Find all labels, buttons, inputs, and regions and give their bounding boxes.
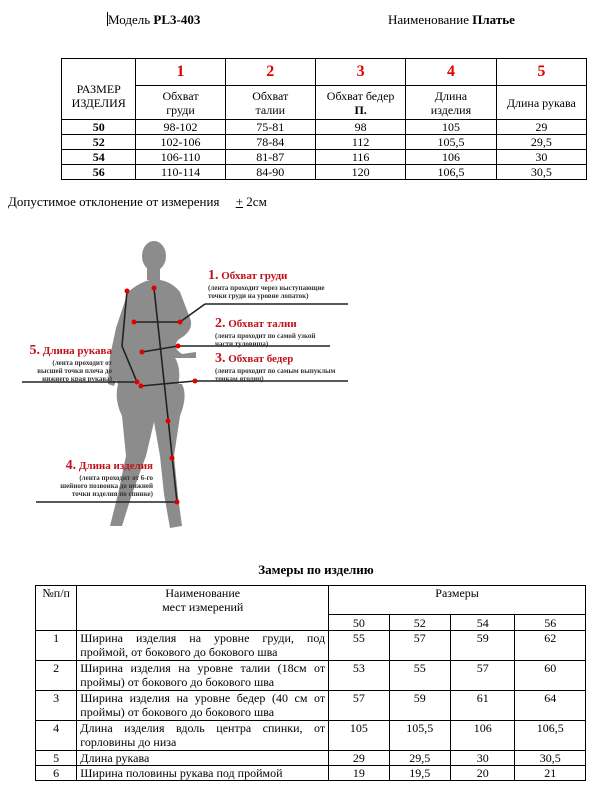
value-cell: 29: [329, 751, 389, 766]
value-cell: 29: [496, 120, 586, 135]
size-header-cell: 52: [389, 615, 450, 631]
col-label-suffix: П.: [354, 102, 367, 117]
size-table: [61, 58, 587, 180]
marker-dot: [166, 419, 171, 424]
value-cell: 75-81: [225, 120, 315, 135]
value-cell: 61: [451, 691, 515, 721]
value-cell: 30: [496, 150, 586, 165]
size-header-cell: 54: [451, 615, 515, 631]
value-cell: 106: [451, 721, 515, 751]
model-line: [107, 12, 200, 28]
value-cell: 57: [451, 661, 515, 691]
label-title: Обхват груди: [221, 270, 288, 282]
label-note: точкам ягодиц): [215, 375, 264, 383]
value-cell: 30: [451, 751, 515, 766]
tolerance-label: Допустимое отклонение от измерения: [8, 194, 220, 209]
value-cell: 64: [515, 691, 586, 721]
row-number: 4: [36, 721, 77, 751]
model-value: PL3-403: [153, 12, 201, 27]
size-header: РАЗМЕР ИЗДЕЛИЯ: [62, 59, 136, 120]
figure-label-waist: [215, 316, 315, 348]
col-number: 1: [136, 59, 225, 86]
marker-dot: [132, 320, 137, 325]
value-cell: 57: [329, 691, 389, 721]
value-cell: 120: [315, 165, 405, 180]
plus-minus-sign: +: [235, 194, 244, 209]
value-cell: 59: [389, 691, 450, 721]
figure-label-bust: [208, 268, 324, 300]
row-name: Ширина изделия на уровне талии (18см от проймы) от бокового до бокового шва: [77, 661, 329, 691]
label-note: части туловища): [215, 340, 269, 348]
label-title: Обхват бедер: [228, 353, 294, 365]
size-cell: 56: [62, 165, 136, 180]
table-row: [36, 721, 586, 751]
col-name-line1: Наименование: [165, 586, 241, 600]
label-note: (лента проходит по самой узкой: [215, 332, 316, 340]
marker-dot: [175, 500, 180, 505]
size-cell: 54: [62, 150, 136, 165]
label-note: (лента проходит через выступающие: [208, 284, 325, 292]
marker-dot: [125, 289, 130, 294]
table-row: [36, 766, 586, 781]
value-cell: 62: [515, 631, 586, 661]
col-label: Длина изделия: [406, 86, 496, 120]
value-cell: 19,5: [389, 766, 450, 781]
label-note: шейного позвонка до нижней: [60, 482, 153, 490]
value-cell: 112: [315, 135, 405, 150]
model-label: Модель: [108, 12, 151, 27]
table-row: [62, 165, 587, 180]
col-label: [315, 86, 405, 120]
value-cell: 30,5: [496, 165, 586, 180]
value-cell: 21: [515, 766, 586, 781]
label-note: точки груди на уровне лопаток): [208, 292, 309, 300]
marker-dot: [193, 379, 198, 384]
row-name: Длина изделия вдоль центра спинки, от горловины до низа: [77, 721, 329, 751]
value-cell: 55: [389, 661, 450, 691]
marker-dot: [140, 350, 145, 355]
value-cell: 116: [315, 150, 405, 165]
value-cell: 60: [515, 661, 586, 691]
figure-label-length: [58, 458, 153, 498]
marker-dot: [178, 320, 183, 325]
value-cell: 105: [329, 721, 389, 751]
table-row: [36, 661, 586, 691]
marker-dot: [170, 456, 175, 461]
marker-dot: [152, 286, 157, 291]
value-cell: 106,5: [406, 165, 496, 180]
table-row: [36, 631, 586, 661]
size-cell: 50: [62, 120, 136, 135]
value-cell: 102-106: [136, 135, 225, 150]
value-cell: 110-114: [136, 165, 225, 180]
label-number: 4.: [65, 458, 77, 473]
label-note: (лента проходит от: [52, 359, 112, 367]
label-number: 2.: [215, 316, 226, 331]
col-label: Длина рукава: [496, 86, 586, 120]
value-cell: 59: [451, 631, 515, 661]
row-name: Ширина половины рукава под проймой: [77, 766, 329, 781]
measurements-title: Замеры по изделию: [258, 562, 374, 577]
value-cell: 29,5: [496, 135, 586, 150]
col-number: 5: [496, 59, 586, 86]
label-note: высшей точки плеча до: [37, 367, 112, 375]
label-number: 5.: [29, 343, 40, 358]
value-cell: 30,5: [515, 751, 586, 766]
col-number: 4: [406, 59, 496, 86]
figure-label-hip: [215, 351, 335, 383]
marker-dot: [139, 384, 144, 389]
col-sizes-header: Размеры: [329, 586, 586, 615]
figure-label-sleeve: [24, 343, 112, 383]
label-note: точки изделия по спинке): [71, 490, 153, 498]
col-label: Обхват талии: [225, 86, 315, 120]
marker-dot: [135, 380, 140, 385]
label-title: Обхват талии: [228, 318, 297, 330]
col-name-line2: мест измерений: [162, 600, 244, 614]
row-number: 2: [36, 661, 77, 691]
name-line: [388, 12, 515, 28]
table-row: [62, 150, 587, 165]
table-row: [62, 120, 587, 135]
label-title: Длина рукава: [42, 345, 112, 357]
value-cell: 98-102: [136, 120, 225, 135]
row-name: Ширина изделия на уровне бедер (40 см от проймы) от бокового до бокового шва: [77, 691, 329, 721]
size-cell: 52: [62, 135, 136, 150]
name-label: Наименование: [388, 12, 469, 27]
value-cell: 29,5: [389, 751, 450, 766]
row-number: 1: [36, 631, 77, 661]
label-number: 1.: [208, 268, 219, 283]
row-name: Длина рукава: [77, 751, 329, 766]
value-cell: 57: [389, 631, 450, 661]
label-note: (лента проходит по самым выпуклым: [215, 367, 336, 375]
value-cell: 106,5: [515, 721, 586, 751]
value-cell: 105,5: [406, 135, 496, 150]
size-header-cell: 50: [329, 615, 389, 631]
col-number: 3: [315, 59, 405, 86]
size-header-cell: 56: [515, 615, 586, 631]
value-cell: 106: [406, 150, 496, 165]
table-row: [36, 751, 586, 766]
col-number: 2: [225, 59, 315, 86]
name-value: Платье: [472, 12, 515, 27]
row-number: 5: [36, 751, 77, 766]
tolerance-line: [8, 194, 267, 210]
value-cell: 53: [329, 661, 389, 691]
label-title: Длина изделия: [78, 460, 153, 472]
value-cell: 19: [329, 766, 389, 781]
value-cell: 20: [451, 766, 515, 781]
value-cell: 98: [315, 120, 405, 135]
measurements-table: [35, 585, 586, 781]
row-number: 6: [36, 766, 77, 781]
col-label-text: Обхват бедер: [326, 88, 395, 103]
label-number: 3.: [215, 351, 226, 366]
label-note: (лента проходит от 6-го: [79, 474, 153, 482]
col-label: Обхват груди: [136, 86, 225, 120]
value-cell: 78-84: [225, 135, 315, 150]
value-cell: 84-90: [225, 165, 315, 180]
marker-dot: [176, 344, 181, 349]
label-note: нижнего края рукава): [42, 375, 112, 383]
value-cell: 55: [329, 631, 389, 661]
table-row: [36, 691, 586, 721]
row-name: Ширина изделия на уровне груди, под проймой, от бокового до бокового шва: [77, 631, 329, 661]
row-number: 3: [36, 691, 77, 721]
tolerance-value: 2см: [246, 194, 267, 209]
value-cell: 81-87: [225, 150, 315, 165]
col-no-header: №п/п: [36, 586, 77, 631]
table-row: [62, 135, 587, 150]
col-name-header: [77, 586, 329, 631]
value-cell: 105,5: [389, 721, 450, 751]
value-cell: 105: [406, 120, 496, 135]
value-cell: 106-110: [136, 150, 225, 165]
